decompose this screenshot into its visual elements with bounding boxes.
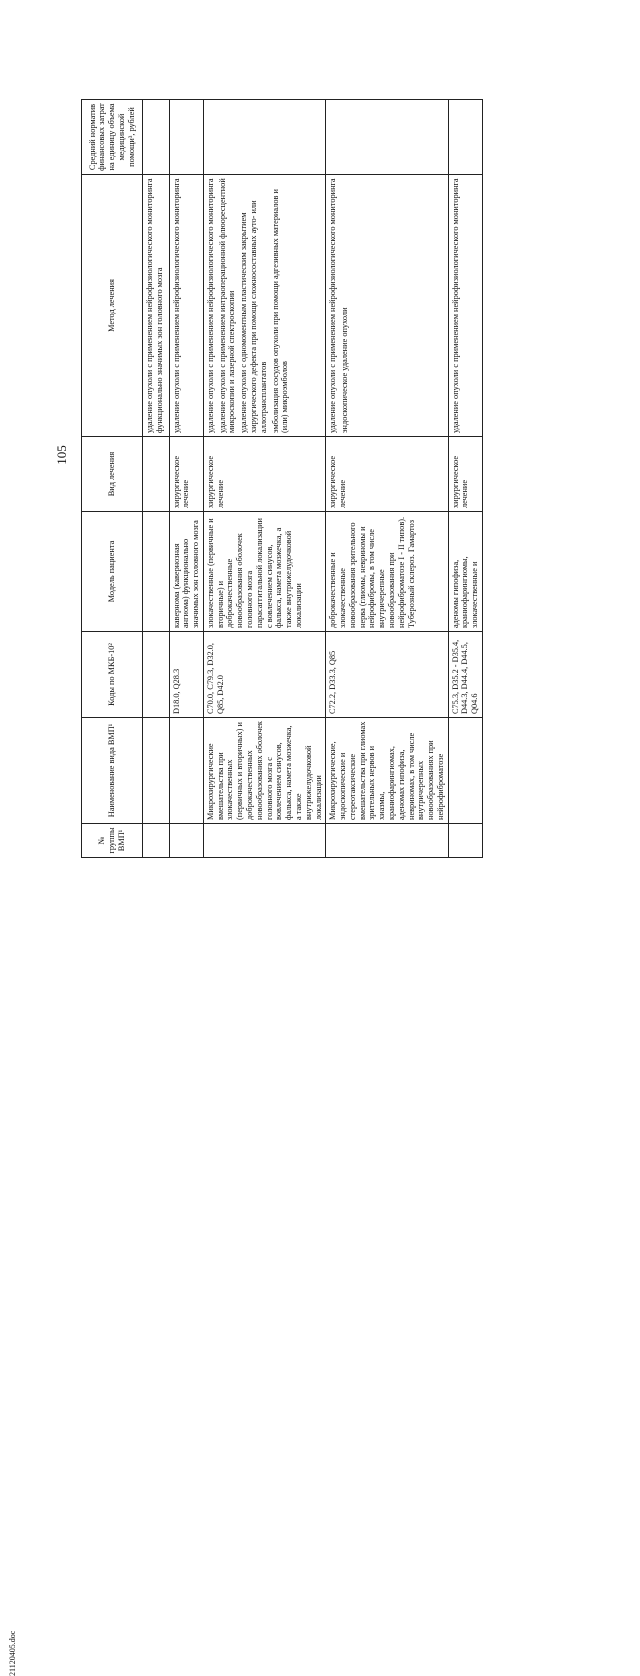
cell-cost-norm bbox=[169, 100, 203, 175]
header-cost-norm: Средний норматив финансовых затрат на единицу объема медицинской помощи³, рублей bbox=[82, 100, 143, 175]
cell-cost-norm bbox=[203, 100, 325, 175]
cell-group-number bbox=[203, 824, 325, 858]
cell-icd-codes: D18.0, Q28.3 bbox=[169, 632, 203, 718]
cell-vmp-name: Микрохирургические, эндоскопические и стереотаксические вмешательства при глиомах зрительных нервов и хиазмы, краниофарингиомах, аденомах гипофиза, невриномах, в том числе внутричерепных новообразованиях при нейрофиброматозе bbox=[326, 718, 448, 824]
cell-cost-norm bbox=[448, 100, 482, 175]
cell-group-number bbox=[169, 824, 203, 858]
cell-icd-codes: C75.3, D35.2 - D35.4, D44.3, D44.4, D44.5, Q04.6 bbox=[448, 632, 482, 718]
cell-treatment-method bbox=[169, 175, 203, 437]
cell-group-number bbox=[326, 824, 448, 858]
table-row bbox=[169, 100, 203, 858]
cell-vmp-name bbox=[448, 718, 482, 824]
header-group-number: № группы ВМП¹ bbox=[82, 824, 143, 858]
cell-treatment-method bbox=[326, 175, 448, 437]
method-item: удаление опухоли с применением нейрофизиологического мониторинга функционально значимых зон головного мозга bbox=[145, 178, 164, 433]
header-icd-codes: Коды по МКБ-10² bbox=[82, 632, 143, 718]
cell-icd-codes: C72.2, D33.3, Q85 bbox=[326, 632, 448, 718]
footer-filename: 21120405.doc bbox=[8, 1630, 17, 1676]
rotated-table-container bbox=[81, 100, 601, 858]
method-item: удаление опухоли с одномоментным пластическим закрытием хирургического дефекта при помощи сложносоставных ауто- или аллотрансплантатов bbox=[239, 200, 268, 433]
cell-patient-model: злокачественные (первичные и вторичные) и доброкачественные новообразования оболочек головного мозга парасаггитальной локализации с вовлечением синусов, фалькса, намета мозжечка, а также внутрижелудочковой локализации bbox=[203, 512, 325, 632]
table-row bbox=[326, 100, 448, 858]
method-item: удаление опухоли с применением нейрофизиологического мониторинга bbox=[171, 178, 181, 433]
method-item: удаление опухоли с применением нейрофизиологического мониторинга bbox=[205, 178, 215, 433]
header-patient-model: Модель пациента bbox=[82, 512, 143, 632]
cell-treatment-method bbox=[203, 175, 325, 437]
cell-patient-model: доброкачественные и злокачественные новообразования зрительного нерва (глиомы, невриномы и нейрофибромы, в том числе внутричерепные новообразования при нейрофиброматозе I - II типов). Туберозный склероз. Гамартоз bbox=[326, 512, 448, 632]
method-item: удаление опухоли с применением интраоперационной флюоресцентной микроскопии и лазерной спектроскопии bbox=[217, 178, 237, 433]
table-row bbox=[143, 100, 170, 858]
cell-treatment-method bbox=[143, 175, 170, 437]
cell-treatment-kind: хирургическое лечение bbox=[169, 437, 203, 512]
table-row bbox=[448, 100, 482, 858]
cell-group-number bbox=[143, 824, 170, 858]
page-number: 105 bbox=[54, 445, 69, 465]
header-treatment-method: Метод лечения bbox=[82, 175, 143, 437]
header-vmp-name: Наименование вида ВМП¹ bbox=[82, 718, 143, 824]
cell-icd-codes: C70.0, C79.3, D32.0, Q85, D42.0 bbox=[203, 632, 325, 718]
method-item: удаление опухоли с применением нейрофизиологического мониторинга bbox=[328, 178, 338, 433]
cell-patient-model: аденомы гипофиза, краниофарингиомы, злокачественные и bbox=[448, 512, 482, 632]
cell-patient-model bbox=[143, 512, 170, 632]
vmp-table bbox=[81, 99, 483, 858]
cell-vmp-name bbox=[169, 718, 203, 824]
header-treatment-kind: Вид лечения bbox=[82, 437, 143, 512]
cell-treatment-kind bbox=[143, 437, 170, 512]
cell-vmp-name: Микрохирургические вмешательства при злокачественных (первичных и вторичных) и доброкачественных новообразованиях оболочек головного мозга с вовлечением синусов, фалькса, намета мозжечка, а также внутрижелудочковой локализации bbox=[203, 718, 325, 824]
cell-cost-norm bbox=[143, 100, 170, 175]
cell-vmp-name bbox=[143, 718, 170, 824]
method-item: эмболизация сосудов опухоли при помощи адгезивных материалов и (или) микроэмболов bbox=[270, 189, 290, 433]
cell-treatment-kind: хирургическое лечение bbox=[448, 437, 482, 512]
method-item: эндоскопическое удаление опухоли bbox=[340, 307, 350, 433]
method-item: удаление опухоли с применением нейрофизиологического мониторинга bbox=[450, 178, 460, 433]
cell-group-number bbox=[448, 824, 482, 858]
cell-treatment-method bbox=[448, 175, 482, 437]
cell-cost-norm bbox=[326, 100, 448, 175]
cell-icd-codes bbox=[143, 632, 170, 718]
cell-patient-model: кавернома (кавернозная ангиома) функционально значимых зон головного мозга bbox=[169, 512, 203, 632]
table-row bbox=[203, 100, 325, 858]
cell-treatment-kind: хирургическое лечение bbox=[326, 437, 448, 512]
table-header-row bbox=[82, 100, 143, 858]
cell-treatment-kind: хирургическое лечение bbox=[203, 437, 325, 512]
